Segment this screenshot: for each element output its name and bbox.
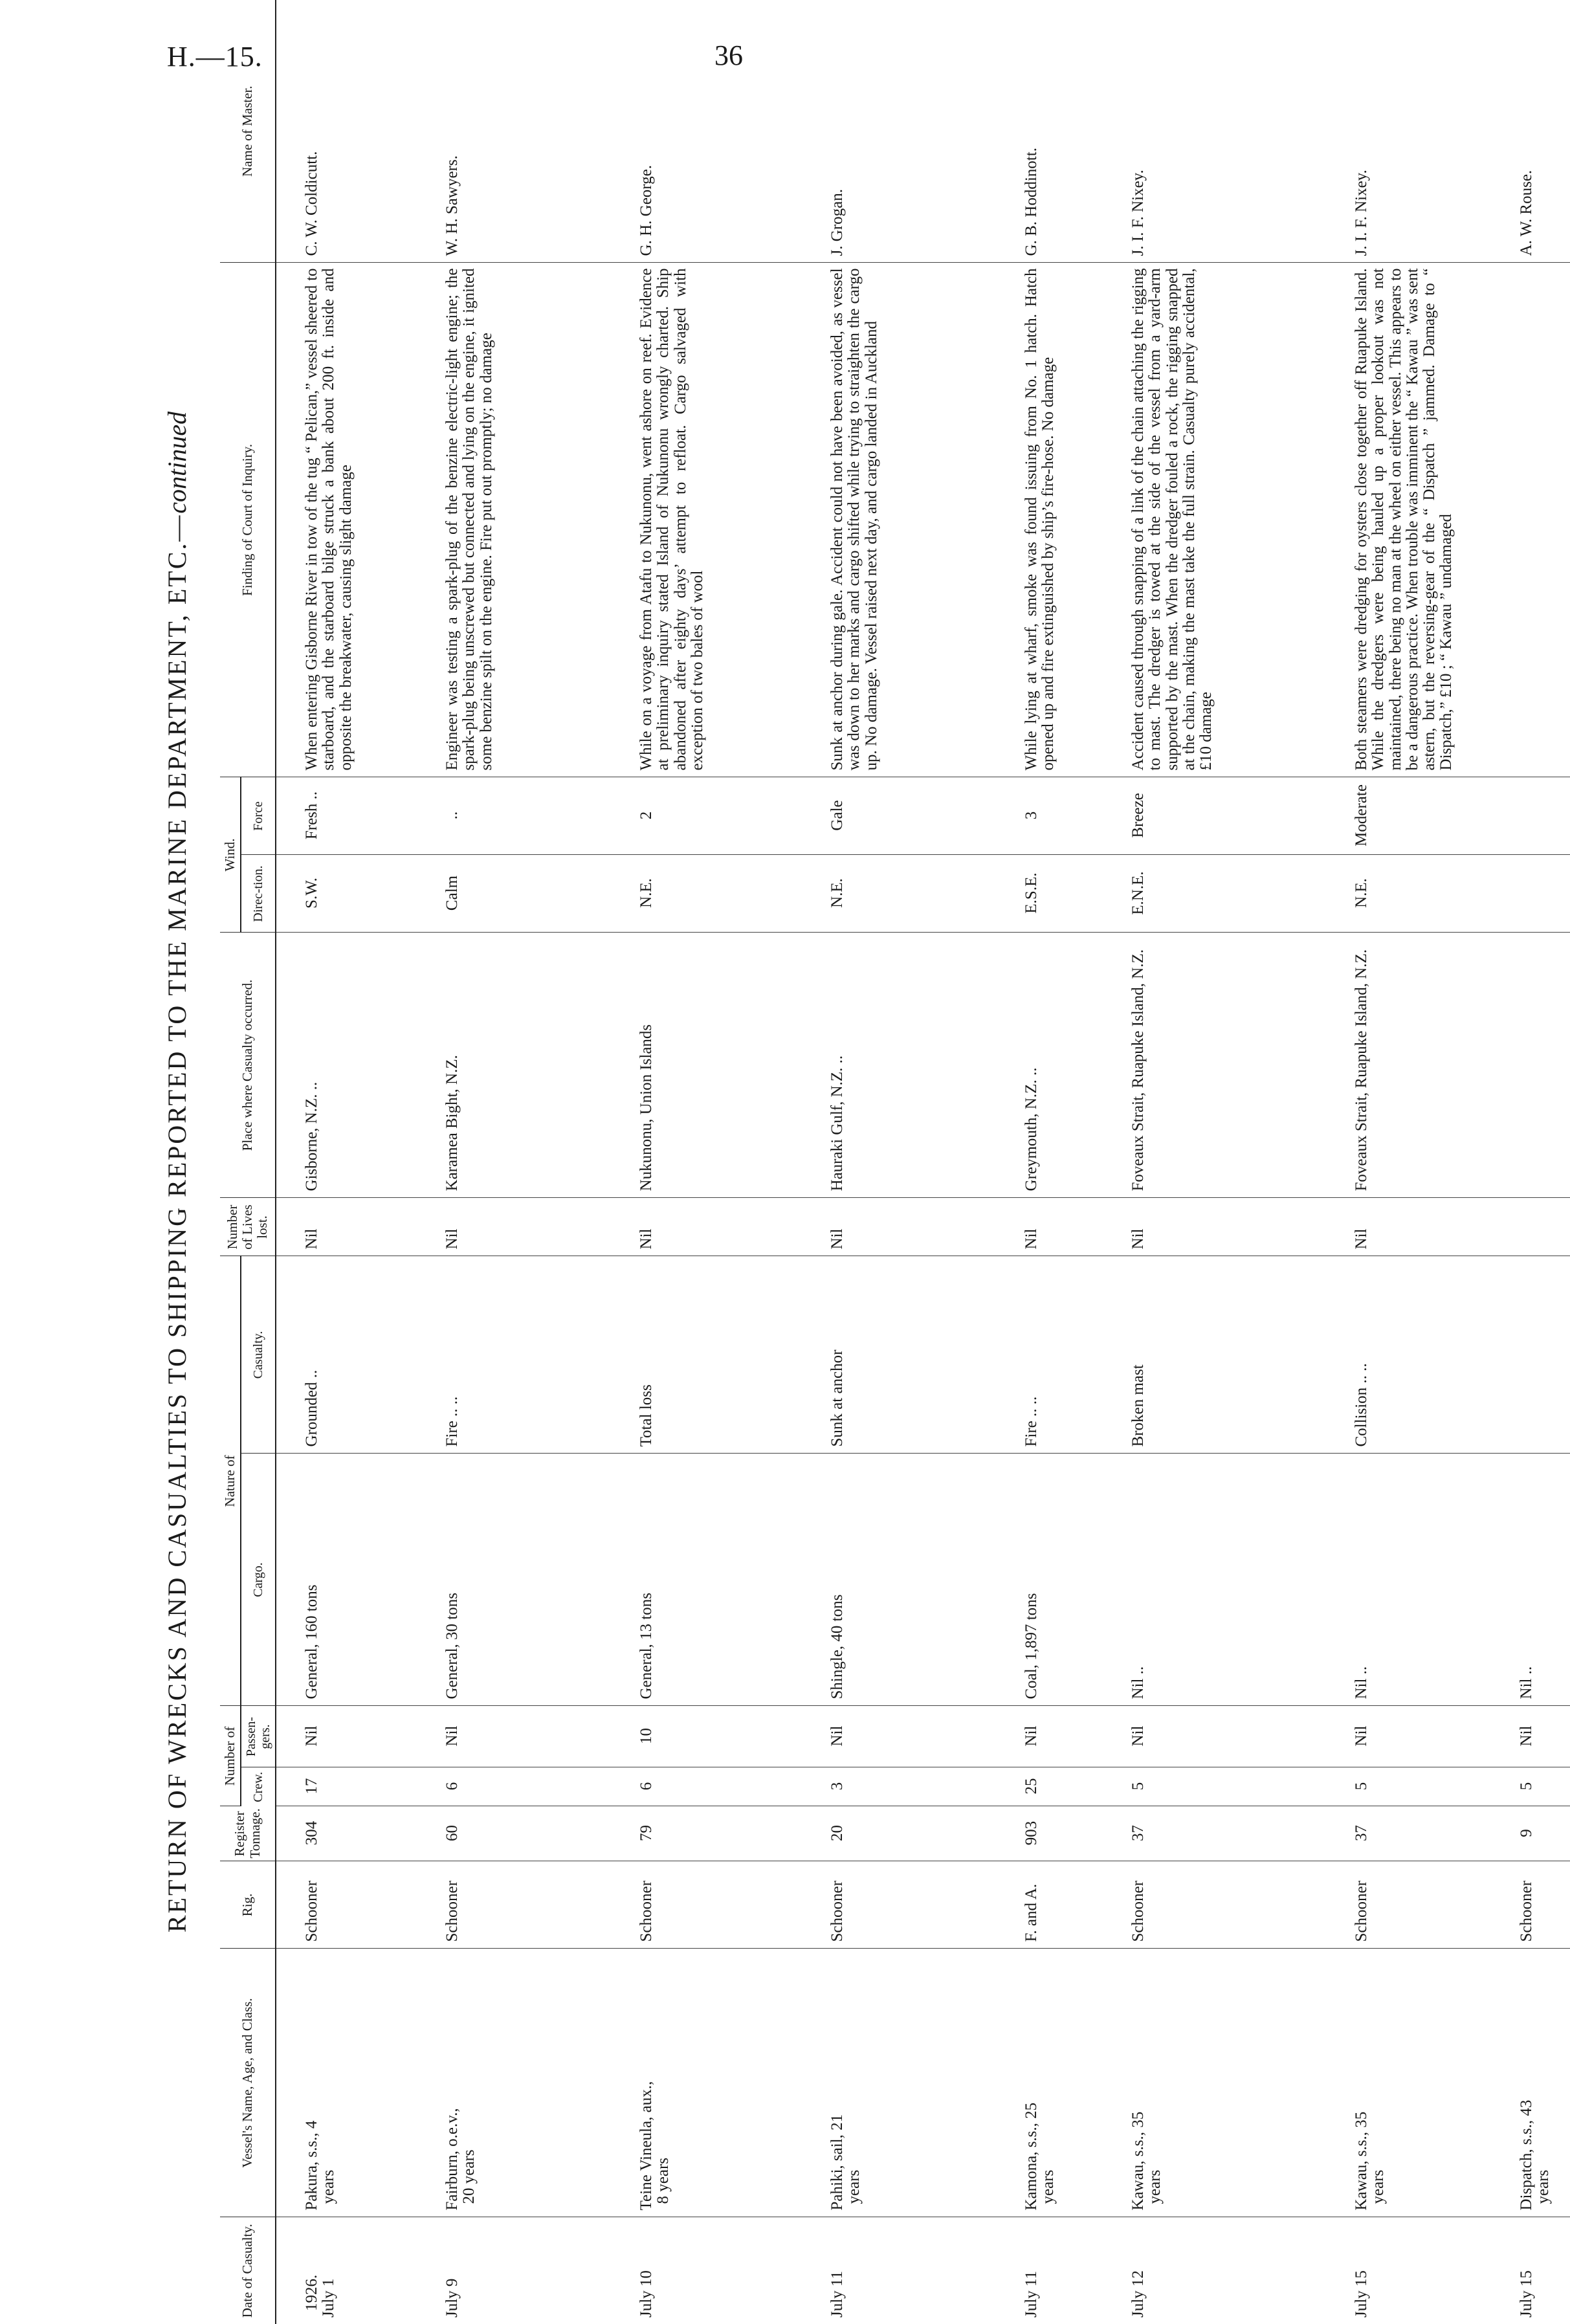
rig-text: F. and A.: [1023, 1883, 1041, 1942]
master-text: J. I. F. Nixey.: [1353, 170, 1371, 256]
cargo-text: Nil ..: [1518, 1666, 1536, 1699]
cell-force: [276, 777, 437, 855]
cell-cargo: [632, 1454, 823, 1706]
cargo-text: Nil ..: [1129, 1666, 1147, 1699]
rig-text: Schooner: [637, 1881, 656, 1942]
force-text: Moderate: [1353, 784, 1371, 847]
casualty-text: Sunk at anchor: [828, 1349, 846, 1447]
finding-text: Sunk at anchor during gale. Accident could not have been avoided, as vessel was down to her marks and cargo shifted while trying to straighten the cargo up. No damage. Vessel raised next day, and cargo landed in Auckland: [828, 268, 880, 771]
cell-cargo: [1512, 1454, 1570, 1706]
date-text: July 11: [828, 2271, 846, 2318]
header-direction: Direc-tion.: [241, 855, 276, 933]
passengers-text: Nil: [828, 1725, 846, 1747]
tonnage-text: 37: [1353, 1825, 1371, 1841]
year-label: 1926.: [303, 2274, 321, 2311]
page-reference: H.—15.: [167, 41, 263, 72]
cell-date: [1347, 2217, 1512, 2324]
cell-rig: [1347, 1861, 1512, 1949]
table-row: [1512, 0, 1570, 2324]
rig-text: Schooner: [303, 1881, 321, 1942]
vessel-text: Pakura, s.s., 4: [303, 2120, 321, 2211]
place-text: Nukunonu, Union Islands: [637, 1024, 656, 1191]
table-row: [1017, 0, 1123, 2324]
cell-place: [632, 933, 823, 1198]
direction-text: N.E.: [637, 878, 656, 908]
cell-crew: [276, 1767, 437, 1806]
table-title-text: RETURN OF WRECKS AND CASUALTIES TO SHIPPING REPORTED TO THE MARINE DEPARTMENT, ETC.—: [162, 513, 192, 1933]
cell-place: [1512, 933, 1570, 1198]
vessel-text: Dispatch, s.s., 43: [1518, 2099, 1536, 2211]
force-text: 3: [1023, 811, 1041, 820]
cell-place: [276, 933, 437, 1198]
cell-date: [1017, 2217, 1123, 2324]
cell-direction: [1347, 855, 1512, 933]
crew-text: 3: [828, 1782, 846, 1791]
finding-text: When entering Gisborne River in tow of the tug “ Pelican,” vessel sheered to starboard, and the starboard bilge struck a bank about 200 ft. inside and opposite the breakwater, causing slight damage: [303, 268, 355, 771]
cell-casualty: [1017, 1256, 1123, 1454]
header-master: Name of Master.: [220, 0, 276, 263]
lives-text: Nil: [303, 1228, 321, 1250]
cell-force: [1347, 777, 1512, 855]
vessel-text: Kawau, s.s., 35: [1129, 2111, 1147, 2211]
lives-text: Nil: [443, 1228, 461, 1250]
cell-force: [1123, 777, 1347, 855]
cell-finding: [276, 263, 437, 777]
date-text: July 9: [443, 2278, 461, 2318]
rig-text: Schooner: [1353, 1881, 1371, 1942]
cell-force: [1512, 777, 1570, 855]
date-text: July 15: [1518, 2270, 1536, 2318]
cell-tonnage: [1347, 1806, 1512, 1861]
cell-date: [632, 2217, 823, 2324]
table-row: [276, 0, 437, 2324]
header-wind: Wind.: [220, 777, 241, 933]
cell-passengers: [1123, 1706, 1347, 1767]
cell-lives: [1017, 1198, 1123, 1256]
cell-master: [276, 0, 437, 263]
passengers-text: Nil: [1129, 1725, 1147, 1747]
cargo-text: Coal, 1,897 tons: [1023, 1593, 1041, 1699]
master-text: W. H. Sawyers.: [443, 155, 461, 256]
date-text: July 15: [1353, 2270, 1371, 2318]
cell-lives: [823, 1198, 1017, 1256]
casualty-text: Collision .. ..: [1353, 1363, 1371, 1447]
date-text: July 1: [320, 2278, 338, 2318]
cell-vessel: [437, 1949, 632, 2217]
table-body: [276, 0, 1570, 2324]
cell-rig: [1123, 1861, 1347, 1949]
cell-vessel: [276, 1949, 437, 2217]
cell-place: [823, 933, 1017, 1198]
cell-cargo: [1123, 1454, 1347, 1706]
cell-direction: [276, 855, 437, 933]
header-crew: Crew.: [241, 1767, 276, 1806]
cell-direction: [437, 855, 632, 933]
cell-casualty: [1512, 1256, 1570, 1454]
cell-crew: [1347, 1767, 1512, 1806]
direction-text: N.E.: [1353, 878, 1371, 908]
cell-crew: [437, 1767, 632, 1806]
cell-force: [437, 777, 632, 855]
cell-cargo: [823, 1454, 1017, 1706]
direction-text: E.N.E.: [1129, 871, 1147, 915]
direction-text: S.W.: [303, 878, 321, 909]
crew-text: 25: [1023, 1778, 1041, 1795]
cell-place: [437, 933, 632, 1198]
cell-passengers: [632, 1706, 823, 1767]
table-row: [1347, 0, 1512, 2324]
cargo-text: General, 13 tons: [637, 1592, 656, 1699]
rig-text: Schooner: [828, 1881, 846, 1942]
master-text: C. W. Coldicutt.: [303, 151, 321, 256]
cell-passengers: [823, 1706, 1017, 1767]
cell-finding: [1123, 263, 1347, 777]
cell-tonnage: [632, 1806, 823, 1861]
header-force: Force: [241, 777, 276, 855]
cell-place: [1347, 933, 1512, 1198]
cell-casualty: [1347, 1256, 1512, 1454]
cell-tonnage: [276, 1806, 437, 1861]
master-text: J. I. F. Nixey.: [1129, 170, 1147, 256]
table-row: [823, 0, 1017, 2324]
crew-text: 5: [1129, 1782, 1147, 1791]
header-finding: Finding of Court of Inquiry.: [220, 263, 276, 777]
vessel-text: Pahiki, sail, 21: [828, 2114, 846, 2211]
cargo-text: General, 30 tons: [443, 1592, 461, 1699]
cell-lives: [1512, 1198, 1570, 1256]
master-text: A. W. Rouse.: [1518, 170, 1536, 256]
cell-direction: [1123, 855, 1347, 933]
cell-passengers: [1017, 1706, 1123, 1767]
place-text: Hauraki Gulf, N.Z. ..: [828, 1055, 846, 1191]
header-lives: Number of Lives lost.: [220, 1198, 276, 1256]
cell-casualty: [1123, 1256, 1347, 1454]
cell-passengers: [1347, 1706, 1512, 1767]
master-text: J. Grogan.: [828, 189, 846, 256]
direction-text: E.S.E.: [1023, 872, 1041, 914]
passengers-text: Nil: [1023, 1725, 1041, 1747]
vessel-age-text: years: [1039, 2169, 1057, 2204]
date-text: July 11: [1023, 2271, 1041, 2318]
table-row: [437, 0, 632, 2324]
crew-text: 6: [443, 1782, 461, 1791]
cell-tonnage: [1123, 1806, 1347, 1861]
cell-date: [437, 2217, 632, 2324]
cell-cargo: [1017, 1454, 1123, 1706]
force-text: Fresh ..: [303, 791, 321, 840]
rig-text: Schooner: [443, 1881, 461, 1942]
cell-place: [1123, 933, 1347, 1198]
cell-vessel: [1123, 1949, 1347, 2217]
cell-vessel: [632, 1949, 823, 2217]
lives-text: Nil: [637, 1228, 656, 1250]
header-rig: Rig.: [220, 1861, 276, 1949]
finding-text: Accident caused through snapping of a link of the chain attaching the rigging to mast. The dredger is towed at the side of the vessel from a yard-arm supported by the mast. When the dredger fouled a rock, the rigging snapped at the chain, making the mast take the full strain. Casualty purely accidental, £10 damage: [1129, 268, 1215, 771]
header-number-of: Number of: [220, 1706, 241, 1806]
force-text: 2: [637, 811, 656, 820]
passengers-text: 10: [637, 1728, 656, 1744]
place-text: Karamea Bight, N.Z.: [443, 1055, 461, 1191]
cell-lives: [1123, 1198, 1347, 1256]
header-date: Date of Casualty.: [220, 2217, 276, 2324]
table-row: [632, 0, 823, 2324]
cell-lives: [276, 1198, 437, 1256]
cell-master: [632, 0, 823, 263]
casualty-table: [220, 0, 1570, 2324]
cell-casualty: [276, 1256, 437, 1454]
cell-rig: [1017, 1861, 1123, 1949]
cell-crew: [823, 1767, 1017, 1806]
header-row-top: [220, 0, 241, 2324]
tonnage-text: 37: [1129, 1825, 1147, 1841]
vessel-text: Kamona, s.s., 25: [1023, 2102, 1041, 2211]
crew-text: 6: [637, 1782, 656, 1791]
passengers-text: Nil: [443, 1725, 461, 1747]
cell-direction: [823, 855, 1017, 933]
vessel-text: Kawau, s.s., 35: [1353, 2111, 1371, 2211]
cell-crew: [632, 1767, 823, 1806]
table-title: [162, 298, 192, 2046]
casualty-text: Fire .. ..: [1023, 1396, 1041, 1447]
cargo-text: Shingle, 40 tons: [828, 1594, 846, 1699]
cell-cargo: [437, 1454, 632, 1706]
cell-master: [1123, 0, 1347, 263]
cell-force: [632, 777, 823, 855]
finding-text: While lying at wharf, smoke was found issuing from No. 1 hatch. Hatch opened up and fire extinguished by ship’s fire-hose. No damage: [1023, 268, 1057, 771]
casualty-text: Total loss: [637, 1384, 656, 1447]
cell-rig: [632, 1861, 823, 1949]
cell-vessel: [1512, 1949, 1570, 2217]
cell-passengers: [1512, 1706, 1570, 1767]
cell-passengers: [437, 1706, 632, 1767]
direction-text: N.E.: [828, 878, 846, 908]
cell-casualty: [823, 1256, 1017, 1454]
cell-vessel: [1017, 1949, 1123, 2217]
tonnage-text: 79: [637, 1825, 656, 1841]
cell-vessel: [823, 1949, 1017, 2217]
tonnage-text: 903: [1023, 1820, 1041, 1846]
force-text: Breeze: [1129, 793, 1147, 838]
date-text: July 10: [637, 2270, 656, 2318]
cell-direction: [1512, 855, 1570, 933]
force-text: Gale: [828, 800, 846, 831]
direction-text: Calm: [443, 875, 461, 911]
passengers-text: Nil: [303, 1725, 321, 1747]
vessel-age-text: years: [1369, 2169, 1388, 2204]
place-text: Gisborne, N.Z. ..: [303, 1081, 321, 1191]
vessel-age-text: 8 years: [654, 2158, 672, 2204]
cell-force: [1017, 777, 1123, 855]
rig-text: Schooner: [1129, 1881, 1147, 1942]
header-cargo: Cargo.: [241, 1454, 276, 1706]
cell-master: [437, 0, 632, 263]
cargo-text: Nil ..: [1353, 1666, 1371, 1699]
cell-tonnage: [1017, 1806, 1123, 1861]
cell-master: [1347, 0, 1512, 263]
cell-finding: [1347, 263, 1512, 777]
cell-finding: [632, 263, 823, 777]
cell-date: [1512, 2217, 1570, 2324]
cell-vessel: [1347, 1949, 1512, 2217]
cell-lives: [632, 1198, 823, 1256]
rotated-table-page: [155, 0, 1553, 2324]
tonnage-text: 304: [303, 1820, 321, 1846]
crew-text: 5: [1518, 1782, 1536, 1791]
finding-text: Both steamers were dredging for oysters close together off Ruapuke Island. While the dredgers were being hauled up a proper lookout was not maintained, there being no man at the wheel on either vessel. This appears to be a dangerous practice. When trouble was imminent the “ Kawau ” was sent astern, but the reversing-gear of the “ Dispatch ” jammed. Damage to “ Dispatch,” £10 ; “ Kawau ” undamaged: [1353, 268, 1455, 771]
master-text: G. B. Hoddinott.: [1023, 148, 1041, 256]
vessel-age-text: 20 years: [460, 2149, 478, 2204]
cell-rig: [823, 1861, 1017, 1949]
finding-text: Engineer was testing a spark-plug of the benzine electric-light engine; the spark-plug being unscrewed but connected and lying on the engine, it ignited some benzine spilt on the engine. Fire put out promptly; no damage: [443, 268, 495, 771]
cell-finding: [823, 263, 1017, 777]
vessel-text: Teine Vineula, aux.,: [637, 2081, 656, 2211]
force-text: ..: [443, 811, 461, 820]
passengers-text: Nil: [1353, 1725, 1371, 1747]
casualty-text: Broken mast: [1129, 1364, 1147, 1447]
cell-direction: [1017, 855, 1123, 933]
cell-rig: [1512, 1861, 1570, 1949]
vessel-text: Fairburn, o.e.v.,: [443, 2108, 461, 2211]
cell-place: [1017, 933, 1123, 1198]
cell-finding: [437, 263, 632, 777]
page-number: 36: [714, 39, 743, 71]
crew-text: 5: [1353, 1782, 1371, 1791]
cell-rig: [276, 1861, 437, 1949]
cell-date: [276, 2217, 437, 2324]
cargo-text: General, 160 tons: [303, 1584, 321, 1699]
cell-finding: [1017, 263, 1123, 777]
header-place: Place where Casualty occurred.: [220, 933, 276, 1198]
cell-cargo: [276, 1454, 437, 1706]
crew-text: 17: [303, 1778, 321, 1795]
cell-date: [1123, 2217, 1347, 2324]
place-text: Greymouth, N.Z. ..: [1023, 1067, 1041, 1191]
cell-tonnage: [437, 1806, 632, 1861]
rig-text: Schooner: [1518, 1881, 1536, 1942]
date-text: July 12: [1129, 2270, 1147, 2318]
master-text: G. H. George.: [637, 164, 656, 256]
cell-lives: [437, 1198, 632, 1256]
cell-finding: [1512, 263, 1570, 777]
vessel-age-text: years: [1534, 2169, 1553, 2204]
header-casualty: Casualty.: [241, 1256, 276, 1454]
cell-force: [823, 777, 1017, 855]
place-text: Foveaux Strait, Ruapuke Island, N.Z.: [1129, 949, 1147, 1191]
cell-cargo: [1347, 1454, 1512, 1706]
cell-master: [1017, 0, 1123, 263]
cell-passengers: [276, 1706, 437, 1767]
cell-casualty: [632, 1256, 823, 1454]
vessel-age-text: years: [320, 2169, 338, 2204]
casualty-text: Grounded ..: [303, 1369, 321, 1447]
cell-master: [1512, 0, 1570, 263]
vessel-age-text: years: [845, 2169, 863, 2204]
tonnage-text: 9: [1518, 1829, 1536, 1837]
tonnage-text: 60: [443, 1825, 461, 1841]
lives-text: Nil: [1129, 1228, 1147, 1250]
table-row: [1123, 0, 1347, 2324]
cell-rig: [437, 1861, 632, 1949]
header-passengers: Passen-gers.: [241, 1706, 276, 1767]
cell-master: [823, 0, 1017, 263]
lives-text: Nil: [828, 1228, 846, 1250]
lives-text: Nil: [1023, 1228, 1041, 1250]
cell-tonnage: [1512, 1806, 1570, 1861]
cell-crew: [1017, 1767, 1123, 1806]
passengers-text: Nil: [1518, 1725, 1536, 1747]
vessel-age-text: years: [1146, 2169, 1164, 2204]
cell-casualty: [437, 1256, 632, 1454]
finding-text: While on a voyage from Atafu to Nukunonu, went ashore on reef. Evidence at preliminary inquiry stated Island of Nukunonu wrongly charted. Ship abandoned after eighty days’ attempt to refloat. Cargo salvaged with exception of two bales of wool: [637, 268, 706, 771]
cell-direction: [632, 855, 823, 933]
lives-text: Nil: [1353, 1228, 1371, 1250]
cell-tonnage: [823, 1806, 1017, 1861]
cell-crew: [1512, 1767, 1570, 1806]
cell-lives: [1347, 1198, 1512, 1256]
cell-date: [823, 2217, 1017, 2324]
table-title-continued: continued: [162, 411, 192, 514]
header-tonnage: Register Tonnage.: [220, 1806, 276, 1861]
casualty-text: Fire .. ..: [443, 1396, 461, 1447]
cell-crew: [1123, 1767, 1347, 1806]
header-vessel: Vessel's Name, Age, and Class.: [220, 1949, 276, 2217]
header-nature-of: Nature of: [220, 1256, 241, 1706]
place-text: Foveaux Strait, Ruapuke Island, N.Z.: [1353, 949, 1371, 1191]
tonnage-text: 20: [828, 1825, 846, 1841]
